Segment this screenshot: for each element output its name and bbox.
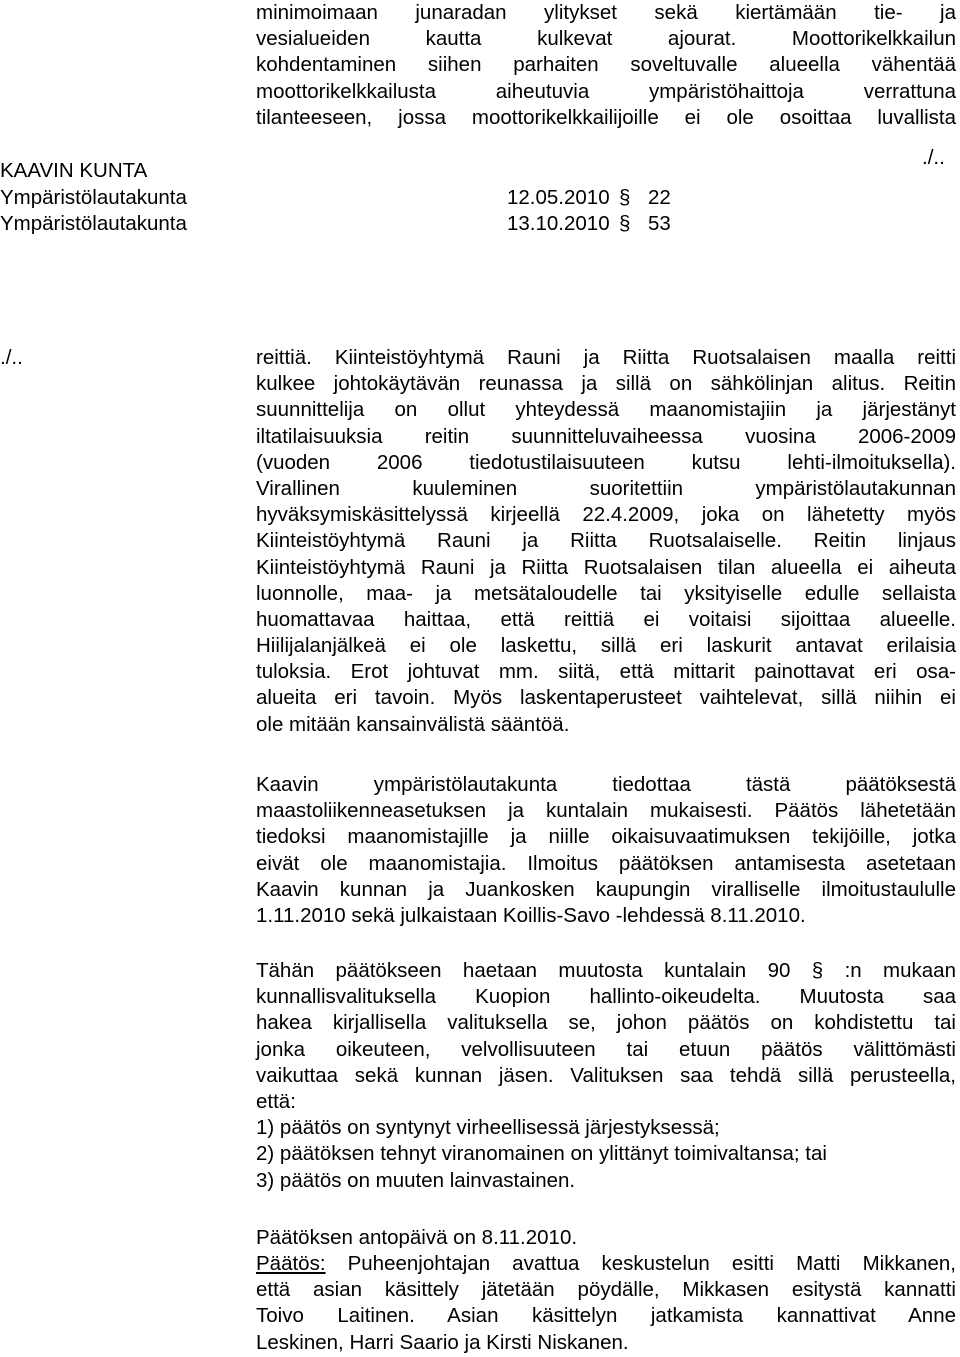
continuation-marker: ./.. [0,346,23,369]
continued-marker: ./.. [922,146,945,169]
text-line: vaikuttaa sekä kunnan jäsen. Valituksen saa tehdä sillä perusteella, [256,1063,956,1087]
text-line: hyväksymiskäsittelyssä kirjeellä 22.4.2009, joka on lähetetty myös [256,503,956,527]
header-number-1: 22 [648,186,671,209]
text-line: iltatilaisuuksia reitin suunnitteluvaiheessa vuosina 2006-2009 [256,424,956,448]
header-date-2: 13.10.2010 [507,212,610,235]
text-line: moottorikelkkailusta aiheutuvia ympäristöhaittoja verrattuna [256,79,956,103]
text-line: Leskinen, Harri Saario ja Kirsti Niskanen. [256,1330,629,1354]
text-line: alueita eri tavoin. Myös laskentaperusteet vaihtelevat, sillä niihin ei [256,686,956,710]
list-item: 1) päätös on syntynyt virheellisessä järjestyksessä; [256,1116,720,1140]
text-line: huomattavaa haittaa, että reittiä ei voitaisi sijoittaa alueelle. [256,607,956,631]
text-line: suunnittelija on ollut yhteydessä maanomistajiin ja järjestänyt [256,398,956,422]
top-paragraph [256,0,956,131]
text-line: 1.11.2010 sekä julkaistaan Koillis-Savo -lehdessä 8.11.2010. [256,903,806,927]
decision-paragraph [256,1251,956,1356]
section-symbol-1: § [619,186,631,209]
text-line: Virallinen kuuleminen suoritettiin ympäristölautakunnan [256,476,956,500]
decision-text: Puheenjohtajan avattua keskustelun esitti Matti Mikkanen, [325,1252,956,1275]
list-item: 2) päätöksen tehnyt viranomainen on ylittänyt toimivaltansa; tai [256,1142,827,1166]
text-line: maastoliikenneasetuksen ja kuntalain mukaisesti. Päätös lähetetään [256,799,956,823]
text-line: hakea kirjallisella valituksella se, johon päätös on kohdistettu tai [256,1011,956,1035]
paragraph-3 [256,958,956,1194]
text-line: Kaavin kunnan ja Juankosken kaupungin viralliselle ilmoitustaululle [256,877,956,901]
text-line: Hiilijalanjälkeä ei ole laskettu, sillä eri laskurit antavat erilaisia [256,634,956,658]
header-body-1: Ympäristölautakunta [0,186,187,209]
header-body-2: Ympäristölautakunta [0,212,187,235]
header-number-2: 53 [648,212,671,235]
text-line: että: [256,1089,296,1113]
text-line: että asian käsittely jätetään pöydälle, Mikkasen esitystä kannatti [256,1278,956,1302]
text-line: luonnolle, maa- ja metsätaloudelle tai yksityiselle edulle sellaista [256,581,956,605]
text-line: reittiä. Kiinteistöyhtymä Rauni ja Riitta Ruotsalaisen maalla reitti [256,346,956,369]
text-line: tiedoksi maanomistajille ja niille oikaisuvaatimuksen tekijöille, jotka [256,825,956,849]
municipality-name: KAAVIN KUNTA [0,159,148,182]
text-line: tuloksia. Erot johtuvat mm. siitä, että mittarit painottavat eri osa- [256,660,956,684]
text-line: Kaavin ympäristölautakunta tiedottaa tästä päätöksestä [256,773,956,796]
text-line: kulkee johtokäytävän reunassa ja sillä on sähkölinjan alitus. Reitin [256,372,956,396]
decision-date: Päätöksen antopäivä on 8.11.2010. [256,1226,578,1249]
text-line: tilanteeseen, jossa moottorikelkkailijoille ei ole osoittaa luvallista [256,105,956,129]
paragraph-2 [256,772,956,929]
text-line: (vuoden 2006 tiedotustilaisuuteen kutsu lehti-ilmoituksella). [256,450,956,474]
text-line: ole mitään kansainvälistä sääntöä. [256,712,570,736]
text-line: Kiinteistöyhtymä Rauni ja Riitta Ruotsalaiselle. Reitin linjaus [256,529,956,553]
text-line: kohdentaminen siihen parhaiten soveltuvalle alueella vähentää [256,53,956,77]
text-line: jonka oikeuteen, velvollisuuteen tai etuun päätös välittömästi [256,1037,956,1061]
text-line [256,1251,956,1277]
paragraph-1 [256,345,956,738]
text-line: minimoimaan junaradan ylitykset sekä kiertämään tie- ja [256,1,956,24]
text-line: Kiinteistöyhtymä Rauni ja Riitta Ruotsalaisen tilan alueella ei aiheuta [256,555,956,579]
text-line: vesialueiden kautta kulkevat ajourat. Moottorikelkkailun [256,27,956,51]
text-line: eivät ole maanomistajia. Ilmoitus päätöksen antamisesta asetetaan [256,851,956,875]
text-line: kunnallisvalituksella Kuopion hallinto-oikeudelta. Muutosta saa [256,985,956,1009]
decision-label: Päätös: [256,1252,326,1275]
header-date-1: 12.05.2010 [507,186,610,209]
text-line: Tähän päätökseen haetaan muutosta kuntalain 90 § :n mukaan [256,959,956,982]
text-line: Toivo Laitinen. Asian käsittelyn jatkamista kannattivat Anne [256,1304,956,1328]
section-symbol-2: § [619,212,631,235]
list-item: 3) päätös on muuten lainvastainen. [256,1168,576,1192]
